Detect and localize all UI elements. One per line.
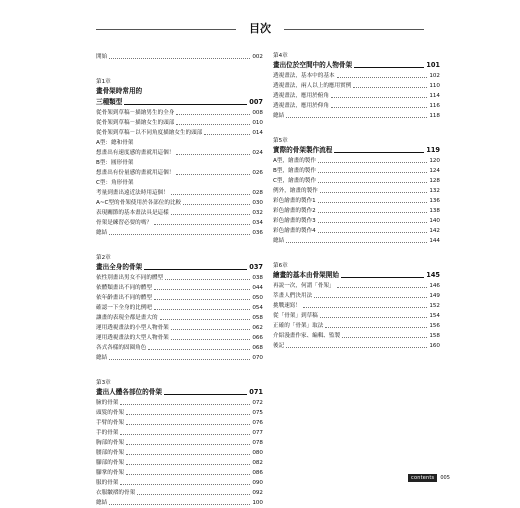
leader-dots (286, 347, 427, 348)
entry-label: B型，繪畫的製作 (273, 168, 316, 174)
leader-dots (342, 337, 427, 338)
toc-entry[interactable] (273, 101, 440, 111)
entry-label: 例外，繪畫的製作 (273, 188, 318, 194)
page-title: 目次 (249, 22, 271, 35)
leader-dots (331, 107, 427, 108)
chapter-number: 第4章 (273, 53, 288, 59)
entry-page: 026 (252, 170, 263, 176)
chapter-number: 第1章 (96, 79, 111, 85)
entry-label: 頭髮的骨架 (96, 410, 124, 416)
leader-dots (318, 172, 427, 173)
leader-dots (120, 484, 250, 485)
entry-page: 068 (252, 345, 263, 351)
toc-entry-intro[interactable] (96, 52, 263, 62)
entry-label: 依性別畫出男女不同的體型 (96, 275, 164, 281)
leader-dots (286, 242, 427, 243)
toc-entry[interactable] (96, 303, 263, 313)
chapter-title: 繪畫的基本由骨架開始 (273, 271, 339, 279)
toc-entry[interactable] (96, 228, 263, 238)
leader-dots (303, 307, 427, 308)
page-number: 005 (440, 475, 450, 481)
entry-label: 從骨架到草稿－以不同角度描繪女生的頭部 (96, 130, 203, 136)
chapter-number: 第2章 (96, 255, 111, 261)
leader-dots (120, 434, 250, 435)
entry-page: 028 (252, 190, 263, 196)
chapter-title-row[interactable] (273, 145, 440, 156)
toc-entry[interactable] (96, 108, 263, 118)
leader-dots (126, 444, 250, 445)
toc-entry[interactable] (96, 273, 263, 283)
toc-entry[interactable] (273, 176, 440, 186)
entry-page: 058 (252, 315, 263, 321)
entry-label: 想畫出有份量感的畫就用這個！ (96, 170, 175, 176)
entry-label: 依體類畫出不同的體型 (96, 285, 152, 291)
entry-page: 038 (252, 275, 263, 281)
chapter-title-row[interactable] (96, 387, 263, 398)
chapter-number: 第5章 (273, 138, 288, 144)
entry-label: 彩色繪畫的製作2 (273, 208, 316, 214)
toc-entry[interactable] (96, 168, 263, 178)
entry-page: 032 (252, 210, 263, 216)
leader-dots (171, 194, 251, 195)
entry-page: 120 (429, 158, 440, 164)
chapter-page: 007 (249, 98, 263, 106)
entry-page: 010 (252, 120, 263, 126)
entry-label: 腰部的骨架 (96, 450, 124, 456)
chapter-rule (124, 104, 247, 105)
entry-page: 030 (252, 200, 263, 206)
chapter-page: 145 (426, 271, 440, 279)
toc-entry[interactable] (96, 208, 263, 218)
entry-page: 086 (252, 470, 263, 476)
leader-dots (171, 214, 251, 215)
toc-entry[interactable] (273, 291, 440, 301)
toc-header (96, 22, 424, 36)
entry-page: 142 (429, 228, 440, 234)
entry-label: 總結 (96, 230, 108, 236)
entry-page: 036 (252, 230, 263, 236)
entry-page: 024 (252, 150, 263, 156)
leader-dots (204, 134, 250, 135)
entry-label: 腳掌的骨架 (96, 470, 124, 476)
entry-page: 092 (252, 490, 263, 496)
entry-label: 從骨架到草稿－描繪女生的頭部 (96, 120, 175, 126)
leader-dots (126, 424, 250, 425)
leader-dots (154, 299, 250, 300)
chapter-number: 第3章 (96, 380, 111, 386)
chapter-rule (164, 394, 247, 395)
toc-entry[interactable] (96, 148, 263, 158)
leader-dots (148, 349, 250, 350)
entry-label: 彩色繪畫的製作3 (273, 218, 316, 224)
toc-entry[interactable] (273, 331, 440, 341)
toc-entry[interactable] (96, 333, 263, 343)
leader-dots (183, 204, 250, 205)
entry-page: 156 (429, 323, 440, 329)
entry-page: 110 (429, 83, 440, 89)
entry-page: 100 (252, 500, 263, 506)
leader-dots (126, 474, 250, 475)
leader-dots (176, 124, 250, 125)
leader-dots (314, 297, 427, 298)
entry-page: 077 (252, 430, 263, 436)
toc-entry[interactable] (273, 81, 440, 91)
toc-entry[interactable] (96, 158, 263, 168)
leader-dots (176, 114, 250, 115)
entry-page: 146 (429, 283, 440, 289)
entry-label: 透視畫法，基本中的基本 (273, 73, 335, 79)
leader-dots (176, 174, 250, 175)
toc-entry[interactable] (273, 91, 440, 101)
entry-label: 臉的骨架 (96, 400, 119, 406)
title-rule-right (284, 29, 424, 30)
toc-entry[interactable] (273, 71, 440, 81)
entry-page: 090 (252, 480, 263, 486)
leader-dots (318, 182, 427, 183)
toc-entry[interactable] (96, 398, 263, 408)
leader-dots (137, 494, 250, 495)
leader-dots (325, 327, 427, 328)
entry-label: C型：角形骨架 (96, 180, 134, 186)
entry-label: B型：圓形骨架 (96, 160, 134, 166)
chapter-number: 第6章 (273, 263, 288, 269)
entry-label: 表現關節的基本畫法具是這樣 (96, 210, 169, 216)
toc-column-right (273, 52, 440, 351)
toc-entry[interactable] (96, 488, 263, 498)
toc-entry[interactable] (273, 206, 440, 216)
entry-label: 考量到畫出遠近法時用這個！ (96, 190, 169, 196)
entry-page: 114 (429, 93, 440, 99)
chapter-1 (96, 78, 263, 238)
toc-entry[interactable] (96, 428, 263, 438)
toc-entry[interactable] (96, 128, 263, 138)
entry-page: 070 (252, 355, 263, 361)
leader-dots (171, 339, 251, 340)
leader-dots (109, 504, 250, 505)
entry-label: 手臂的骨架 (96, 420, 124, 426)
chapter-rule (144, 269, 247, 270)
entry-label: 各式各樣的固圈角色 (96, 345, 147, 351)
entry-page: 076 (252, 420, 263, 426)
entry-page: 118 (429, 113, 440, 119)
entry-page: 158 (429, 333, 440, 339)
chapter-rule (334, 152, 424, 153)
entry-label: 衣服皺褶的骨架 (96, 490, 136, 496)
entry-label: 透視畫法，兩人以上的應用實例 (273, 83, 352, 89)
toc-entry[interactable] (96, 468, 263, 478)
leader-dots (337, 287, 428, 288)
leader-dots (109, 359, 250, 360)
entry-page: 080 (252, 450, 263, 456)
leader-dots (160, 319, 251, 320)
entry-page: 136 (429, 198, 440, 204)
chapter-title: 實際的骨架製作流程 (273, 146, 333, 154)
toc-entry[interactable] (96, 458, 263, 468)
leader-dots (120, 404, 250, 405)
toc-entry[interactable] (96, 218, 263, 228)
entry-label: A型，繪畫的製作 (273, 158, 316, 164)
entry-page: 008 (252, 110, 263, 116)
entry-label: 總結 (273, 113, 285, 119)
entry-label: C型，繪畫的製作 (273, 178, 317, 184)
entry-page: 044 (252, 285, 263, 291)
entry-label: 手的骨架 (96, 430, 119, 436)
entry-label: 確認一下全身的比例吧 (96, 305, 152, 311)
chapter-page: 037 (249, 263, 263, 271)
entry-page: 116 (429, 103, 440, 109)
entry-page: 140 (429, 218, 440, 224)
toc-entry[interactable] (273, 196, 440, 206)
entry-label: 從骨架到草稿－描繪男生的全身 (96, 110, 175, 116)
leader-dots (331, 97, 427, 98)
entry-page: 082 (252, 460, 263, 466)
toc-entry[interactable] (96, 353, 263, 363)
leader-dots (165, 279, 250, 280)
entry-label: 彩色繪畫的製作1 (273, 198, 316, 204)
entry-page: 152 (429, 303, 440, 309)
toc-entry[interactable] (96, 478, 263, 488)
toc-entry[interactable] (273, 236, 440, 246)
entry-label: 後記 (273, 343, 285, 349)
leader-dots (318, 222, 428, 223)
entry-label: 胸部的骨架 (96, 440, 124, 446)
toc-entry[interactable] (273, 156, 440, 166)
entry-page: 149 (429, 293, 440, 299)
leader-dots (154, 289, 250, 290)
chapter-title-row[interactable] (273, 60, 440, 71)
leader-dots (154, 309, 250, 310)
entry-label: 總結 (273, 238, 285, 244)
chapter-3 (96, 379, 263, 508)
entry-label: 運用透視畫法的大型人物骨架 (96, 335, 169, 341)
chapter-page: 071 (249, 388, 263, 396)
entry-page: 124 (429, 168, 440, 174)
toc-entry[interactable] (96, 313, 263, 323)
entry-page: 050 (252, 295, 263, 301)
leader-dots (286, 117, 427, 118)
entry-label: 運用透視畫法的小型人物骨架 (96, 325, 169, 331)
toc-entry[interactable] (96, 418, 263, 428)
entry-label: 正確的「骨架」取法 (273, 323, 324, 329)
leader-dots (171, 329, 251, 330)
leader-dots (318, 202, 428, 203)
chapter-title: 畫出全身的骨架 (96, 263, 143, 271)
toc-entry[interactable] (96, 323, 263, 333)
entry-label: 讓畫的表現全都是畫大的 (96, 315, 158, 321)
chapter-title-line2: 三種類型 (96, 98, 123, 106)
leader-dots (318, 212, 428, 213)
toc-entry[interactable] (96, 188, 263, 198)
chapter-title-row[interactable] (273, 270, 440, 281)
leader-dots (154, 224, 250, 225)
toc-entry[interactable] (96, 118, 263, 128)
entry-label: 從「骨架」到草稿 (273, 313, 318, 319)
entry-page: 002 (252, 54, 263, 60)
toc-entry[interactable] (273, 301, 440, 311)
chapter-5 (273, 137, 440, 246)
entry-label: 服的骨架 (96, 480, 119, 486)
toc-entry[interactable] (96, 283, 263, 293)
toc-entry[interactable] (273, 226, 440, 236)
toc-entry[interactable] (96, 408, 263, 418)
toc-entry[interactable] (96, 198, 263, 208)
chapter-title-row[interactable] (96, 97, 263, 108)
entry-label: 依年齡畫出不同的體型 (96, 295, 152, 301)
entry-page: 138 (429, 208, 440, 214)
leader-dots (353, 87, 427, 88)
leader-dots (126, 414, 250, 415)
title-rule-left (96, 29, 236, 30)
entry-page: 144 (429, 238, 440, 244)
footer-label: contents (408, 474, 437, 482)
entry-label: 再説一次，何謂「骨架」 (273, 283, 335, 289)
chapter-title: 畫出位於空間中的人物骨架 (273, 61, 353, 69)
leader-dots (109, 58, 250, 59)
entry-label: 挑戰速寫！ (273, 303, 301, 309)
leader-dots (109, 234, 250, 235)
toc-entry[interactable] (96, 438, 263, 448)
leader-dots (126, 464, 250, 465)
entry-page: 154 (429, 313, 440, 319)
entry-page: 066 (252, 335, 263, 341)
chapter-rule (354, 67, 424, 68)
entry-page: 072 (252, 400, 263, 406)
entry-label: 萃畫人們決用法 (273, 293, 313, 299)
entry-page: 078 (252, 440, 263, 446)
chapter-title-row[interactable] (96, 262, 263, 273)
entry-label: 總結 (96, 355, 108, 361)
leader-dots (320, 317, 428, 318)
toc-entry[interactable] (96, 343, 263, 353)
toc-entry[interactable] (273, 166, 440, 176)
entry-page: 014 (252, 130, 263, 136)
toc-entry[interactable] (273, 216, 440, 226)
entry-page: 128 (429, 178, 440, 184)
entry-label: 腳部的骨架 (96, 460, 124, 466)
chapter-title-line1[interactable]: 畫骨架時常用的 (96, 87, 143, 95)
toc-entry[interactable] (273, 111, 440, 121)
entry-page: 132 (429, 188, 440, 194)
entry-label: 骨架是練習必要的嗎？ (96, 220, 152, 226)
leader-dots (126, 454, 250, 455)
chapter-title: 畫出人體各部位的骨架 (96, 388, 162, 396)
leader-dots (176, 154, 250, 155)
toc-entry[interactable] (273, 341, 440, 351)
entry-page: 075 (252, 410, 263, 416)
toc-entry[interactable] (273, 186, 440, 196)
leader-dots (320, 192, 428, 193)
chapter-2 (96, 254, 263, 363)
chapter-6 (273, 262, 440, 351)
chapter-4 (273, 52, 440, 121)
toc-entry[interactable] (273, 311, 440, 321)
entry-label: 透視畫法，應用於仰角 (273, 103, 329, 109)
entry-label: 透視畫法，應用於俯角 (273, 93, 329, 99)
entry-page: 160 (429, 343, 440, 349)
toc-entry[interactable] (96, 293, 263, 303)
toc-entry[interactable] (96, 448, 263, 458)
entry-label: 總結 (96, 500, 108, 506)
entry-label: 開始 (96, 54, 108, 60)
chapter-rule (341, 277, 424, 278)
toc-entry[interactable] (273, 281, 440, 291)
entry-page: 062 (252, 325, 263, 331)
leader-dots (318, 162, 427, 163)
chapter-page: 101 (426, 61, 440, 69)
toc-entry[interactable] (96, 138, 263, 148)
chapter-page: 119 (426, 146, 440, 154)
entry-label: 想畫出有速度感的畫就用這個！ (96, 150, 175, 156)
entry-label: A~C型的骨架使用於各部位的比較 (96, 200, 182, 206)
toc-entry[interactable] (96, 178, 263, 188)
entry-label: 彩色繪畫的製作4 (273, 228, 316, 234)
toc-entry[interactable] (273, 321, 440, 331)
toc-column-left (96, 52, 263, 508)
leader-dots (318, 232, 428, 233)
entry-label: A型：總和骨架 (96, 140, 134, 146)
leader-dots (337, 77, 428, 78)
entry-page: 102 (429, 73, 440, 79)
page-footer (408, 474, 450, 482)
entry-label: 介紹漫畫作家、編輯、監製 (273, 333, 341, 339)
entry-page: 034 (252, 220, 263, 226)
entry-page: 054 (252, 305, 263, 311)
